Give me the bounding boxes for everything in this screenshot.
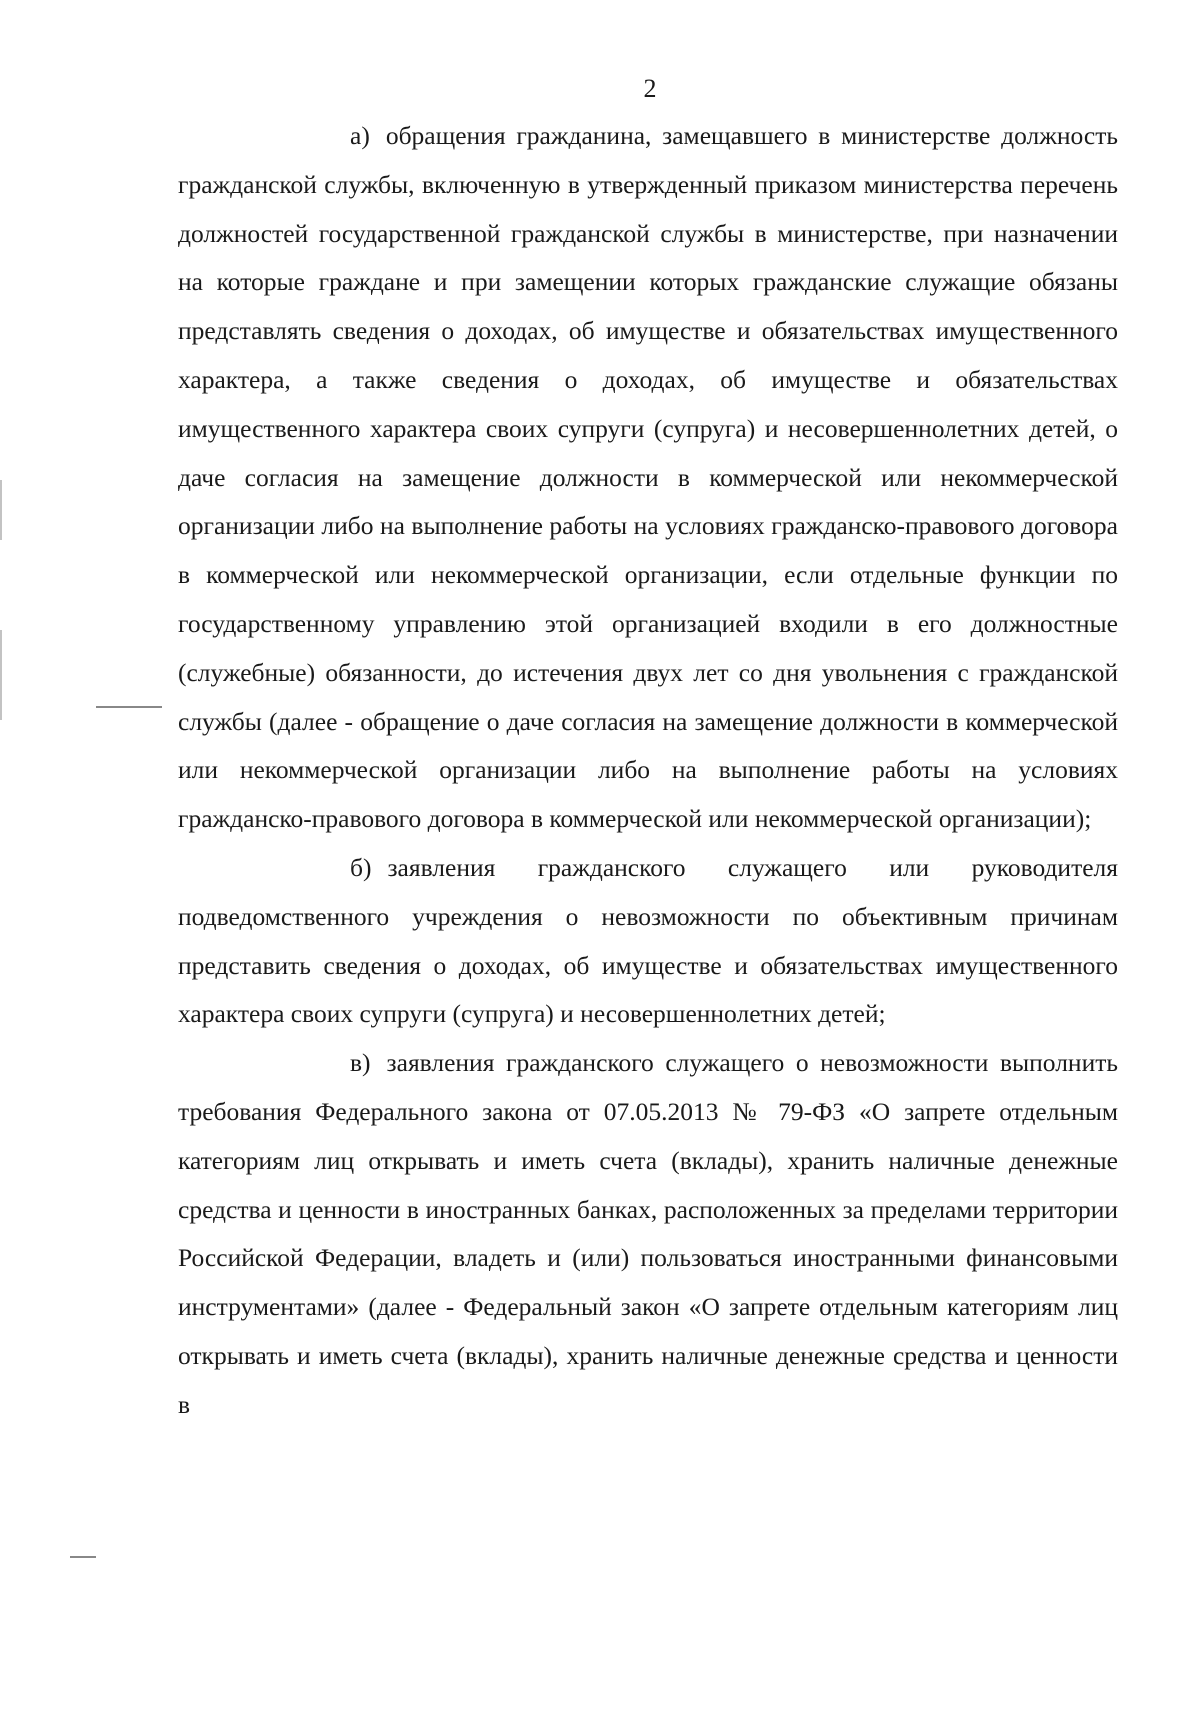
scan-artifact [96, 706, 162, 708]
document-body [178, 112, 1118, 1430]
paragraph-text: заявления гражданского служащего или руководителя подведомственного учреждения о невозможности по объективным причинам представить сведения о доходах, об имуществе и обязательствах имущественного характера своих супруги (супруга) и несовершеннолетних детей; [178, 852, 1118, 1029]
paragraph-c [178, 1039, 1118, 1429]
list-marker: б) [350, 852, 372, 882]
paragraph-b [178, 844, 1118, 1039]
paragraph-text: обращения гражданина, замещавшего в министерстве должность гражданской службы, включенную в утвержденный приказом министерства перечень должностей государственной гражданской службы в министерстве, при назначении на которые граждане и при замещении которых гражданские служащие обязаны представлять сведения о доходах, об имуществе и обязательствах имущественного характера, а также сведения о доходах, об имуществе и обязательствах имущественного характера своих супруги (супруга) и несовершеннолетних детей, о даче согласия на замещение должности в коммерческой или некоммерческой организации либо на выполнение работы на условиях гражданско-правового договора в коммерческой или некоммерческой организации, если отдельные функции по государственному управлению этой организацией входили в его должностные (служебные) обязанности, до истечения двух лет со дня увольнения с гражданской службы (далее - обращение о даче согласия на замещение должности в коммерческой или некоммерческой организации либо на выполнение работы на условиях гражданско-правового договора в коммерческой или некоммерческой организации); [178, 121, 1118, 834]
paragraph-text: заявления гражданского служащего о невозможности выполнить требования Федерального закона от 07.05.2013 № 79-ФЗ «О запрете отдельным категориям лиц открывать и иметь счета (вклады), хранить наличные денежные средства и ценности в иностранных банках, расположенных за пределами территории Российской Федерации, владеть и (или) пользоваться иностранными финансовыми инструментами» (далее - Федеральный закон «О запрете отдельным категориям лиц открывать и иметь счета (вклады), хранить наличные денежные средства и ценности в [178, 1048, 1118, 1419]
scan-artifact [70, 1556, 96, 1558]
list-marker: а) [350, 121, 370, 150]
scan-artifact [0, 480, 2, 540]
paragraph-a [178, 112, 1118, 844]
scan-artifact [0, 630, 2, 720]
list-marker: в) [350, 1048, 371, 1078]
page-number: 2 [643, 74, 657, 103]
